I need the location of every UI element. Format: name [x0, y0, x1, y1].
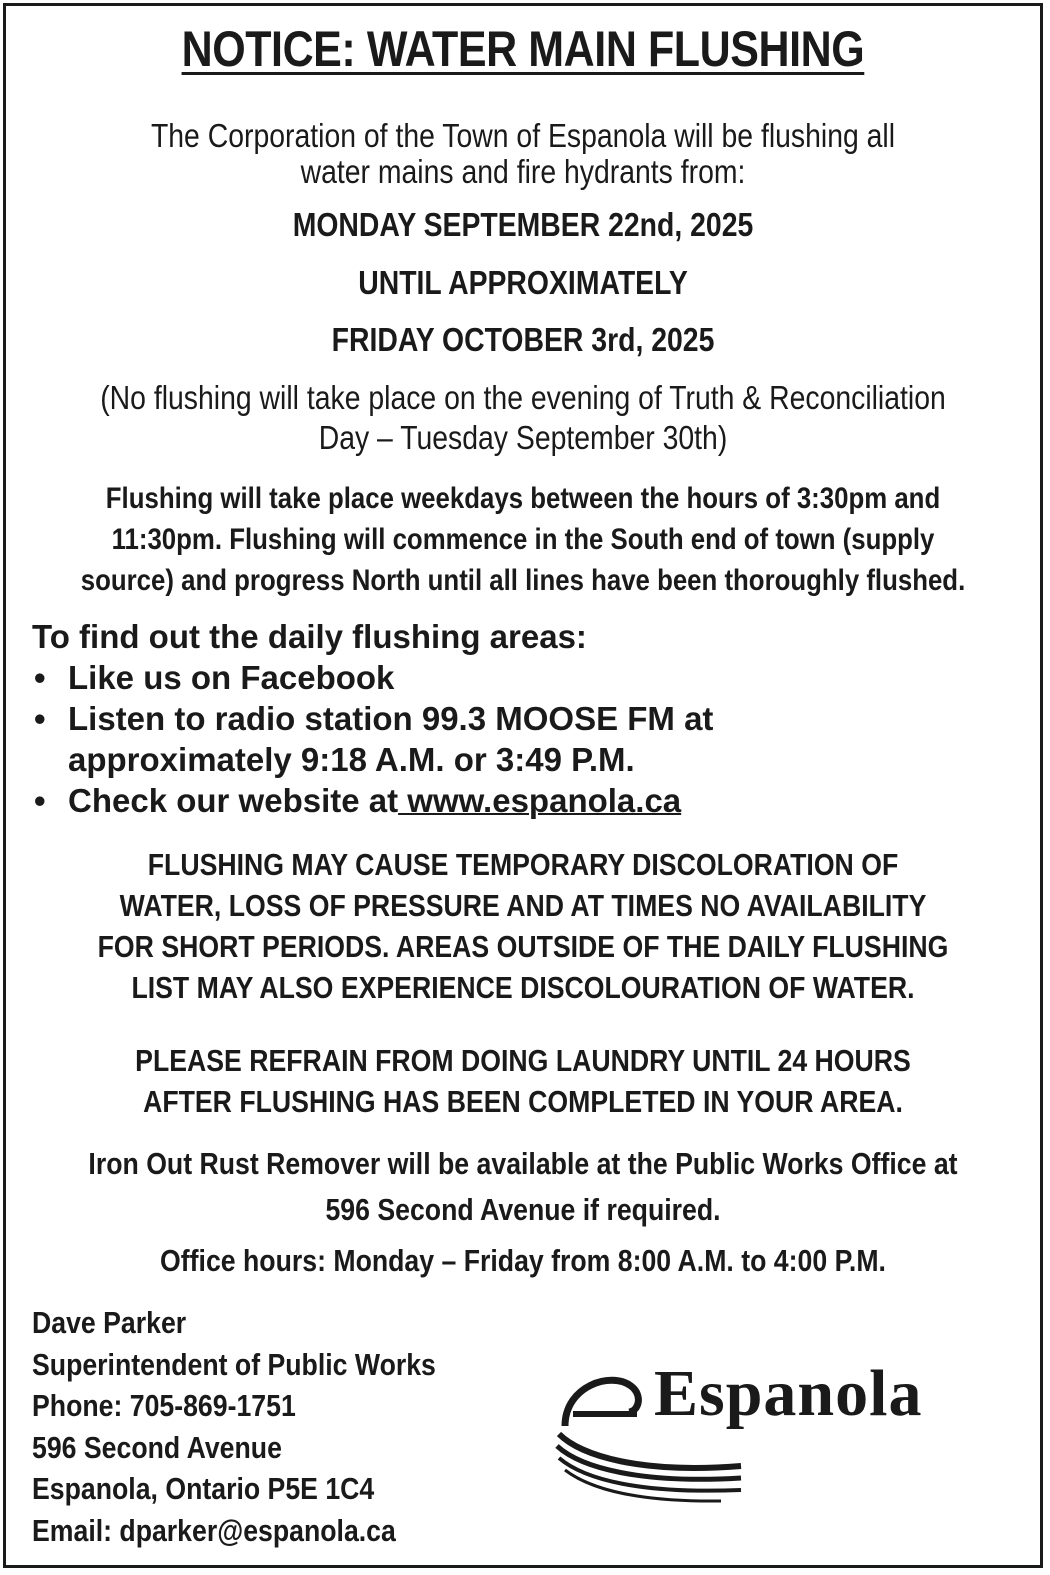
- contact-email: Email: dparker@espanola.ca: [32, 1512, 396, 1548]
- end-date: FRIDAY OCTOBER 3rd, 2025: [331, 321, 715, 358]
- warning-line-3: FOR SHORT PERIODS. AREAS OUTSIDE OF THE DAILY FLUSHING: [97, 929, 949, 964]
- notice-title-text: NOTICE: WATER MAIN FLUSHING: [181, 21, 865, 77]
- bullet-icon: •: [34, 659, 46, 696]
- espanola-logo: [551, 1356, 991, 1506]
- start-date: MONDAY SEPTEMBER 22nd, 2025: [292, 206, 754, 243]
- website-prefix: Check our website at: [68, 782, 399, 819]
- warning-line-1: FLUSHING MAY CAUSE TEMPORARY DISCOLORATION OF: [147, 847, 899, 882]
- contact-block: [32, 1302, 548, 1551]
- website-link[interactable]: www.espanola.ca: [398, 782, 682, 819]
- contact-address-1: 596 Second Avenue: [32, 1429, 282, 1465]
- contact-role: Superintendent of Public Works: [32, 1346, 436, 1382]
- hours-line-2: 11:30pm. Flushing will commence in the South end of town (supply: [111, 523, 935, 556]
- list-item-website: [32, 780, 713, 821]
- bullet-icon: •: [34, 700, 46, 737]
- discoloration-warning: [27, 844, 1019, 1008]
- iron-out-line-1: Iron Out Rust Remover will be available at the Public Works Office at: [88, 1146, 958, 1181]
- laundry-line-2: AFTER FLUSHING HAS BEEN COMPLETED IN YOUR AREA.: [143, 1084, 903, 1119]
- laundry-line-1: PLEASE REFRAIN FROM DOING LAUNDRY UNTIL 24 HOURS: [135, 1043, 911, 1078]
- intro-line-2: water mains and fire hydrants from:: [300, 153, 746, 190]
- contact-phone: Phone: 705-869-1751: [32, 1388, 296, 1423]
- radio-line-2: approximately 9:18 A.M. or 3:49 P.M.: [68, 741, 635, 778]
- logo-wordmark: Espanola: [654, 1357, 923, 1430]
- laundry-warning: [27, 1040, 1019, 1122]
- list-item-radio: [32, 698, 713, 780]
- list-item-facebook: [32, 657, 713, 698]
- find-out-section: [32, 616, 713, 821]
- contact-name: Dave Parker: [32, 1305, 187, 1340]
- exception-line-2: Day – Tuesday September 30th): [318, 419, 728, 456]
- flushing-hours: [44, 478, 1002, 601]
- exception-line-1: (No flushing will take place on the evening of Truth & Reconciliation: [100, 379, 946, 416]
- intro-line-1: The Corporation of the Town of Espanola will be flushing all: [150, 117, 896, 154]
- notice-frame: [3, 3, 1043, 1568]
- iron-out-notice: [27, 1141, 1019, 1233]
- hours-line-3: source) and progress North until all lines have been thoroughly flushed.: [80, 564, 966, 597]
- exception-note: [96, 378, 951, 458]
- office-hours: Office hours: Monday – Friday from 8:00 A.M. to 4:00 P.M.: [160, 1243, 886, 1278]
- facebook-text: Like us on Facebook: [68, 659, 395, 696]
- radio-line-1: Listen to radio station 99.3 MOOSE FM at: [68, 700, 714, 737]
- hours-line-1: Flushing will take place weekdays between the hours of 3:30pm and: [105, 482, 941, 515]
- warning-line-2: WATER, LOSS OF PRESSURE AND AT TIMES NO AVAILABILITY: [119, 888, 927, 923]
- find-out-list: [32, 657, 713, 821]
- intro-text: [96, 118, 951, 190]
- contact-address-2: Espanola, Ontario P5E 1C4: [32, 1471, 375, 1506]
- find-out-heading: To find out the daily flushing areas:: [32, 618, 587, 655]
- notice-title: [6, 20, 1040, 78]
- until-label: UNTIL APPROXIMATELY: [358, 264, 688, 301]
- warning-line-4: LIST MAY ALSO EXPERIENCE DISCOLOURATION OF WATER.: [131, 970, 915, 1005]
- iron-out-line-2: 596 Second Avenue if required.: [325, 1192, 721, 1227]
- bullet-icon: •: [34, 782, 46, 819]
